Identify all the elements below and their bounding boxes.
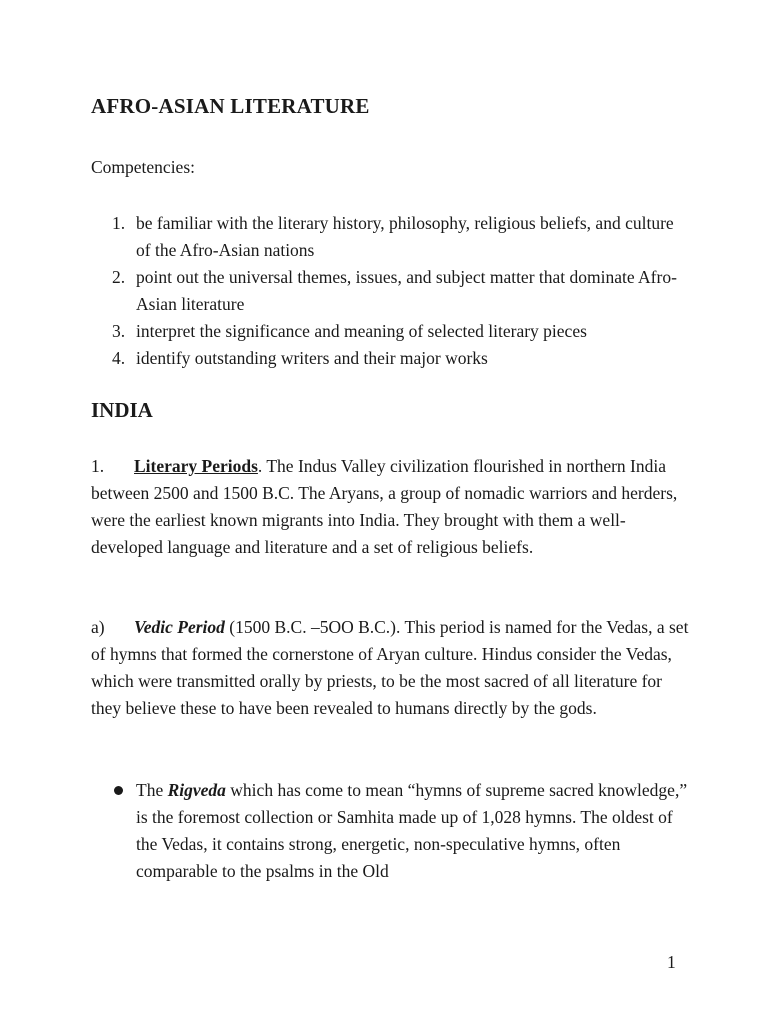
list-item (91, 345, 691, 372)
document-title: AFRO-ASIAN LITERATURE (91, 94, 370, 118)
list-item-text: interpret the significance and meaning of selected literary pieces (136, 321, 587, 341)
list-item-text: point out the universal themes, issues, and subject matter that dominate Afro-Asian literature (136, 267, 677, 314)
term-rigveda: Rigveda (167, 780, 226, 800)
list-item-text: be familiar with the literary history, philosophy, religious beliefs, and culture of the Afro-Asian nations (136, 213, 674, 260)
paragraph-vedic-period (91, 614, 691, 722)
list-item-number: 4. (112, 348, 126, 368)
list-item-text: identify outstanding writers and their major works (136, 348, 488, 368)
page-number: 1 (667, 952, 676, 972)
list-item (91, 777, 691, 885)
term-literary-periods: Literary Periods (134, 456, 258, 476)
list-item-number: 1. (112, 213, 126, 233)
bullet-list (91, 777, 691, 885)
list-item (91, 210, 691, 264)
paragraph-number: 1. (91, 456, 105, 476)
list-item-number: 2. (112, 267, 126, 287)
section-heading-india: INDIA (91, 398, 153, 422)
bullet-dot-icon (114, 786, 123, 795)
paragraph-text: The Indus Valley civilization flourished in northern India between 2500 and 1500 B.C. The Aryans, a group of nomadic warriors and herders, were the earliest known migrants into India. They brought with them a well-developed language and literature and a set of religious beliefs. (91, 456, 678, 557)
list-item-number: 3. (112, 321, 126, 341)
term-period: . (257, 456, 263, 476)
subsection-label: a) (91, 617, 105, 637)
list-item (91, 318, 691, 345)
bullet-text: which has come to mean “hymns of supreme sacred knowledge,” is the foremost collection or Samhita made up of 1,028 hymns. The oldest of the Vedas, it contains strong, energetic, non-speculative hymns, often comparable to the psalms in the Old (136, 780, 688, 881)
competencies-label: Competencies: (91, 157, 196, 177)
paragraph-literary-periods (91, 453, 691, 561)
list-item (91, 264, 691, 318)
term-vedic-period: Vedic Period (134, 617, 225, 637)
paragraph-text: (1500 B.C. –5OO B.C.). This period is named for the Vedas, a set of hymns that formed the cornerstone of Aryan culture. Hindus consider the Vedas, which were transmitted orally by priests, to be the most sacred of all literature for they believe these to have been revealed to humans directly by the gods. (91, 617, 689, 718)
bullet-lead: The (136, 780, 168, 800)
competencies-list (91, 210, 691, 372)
